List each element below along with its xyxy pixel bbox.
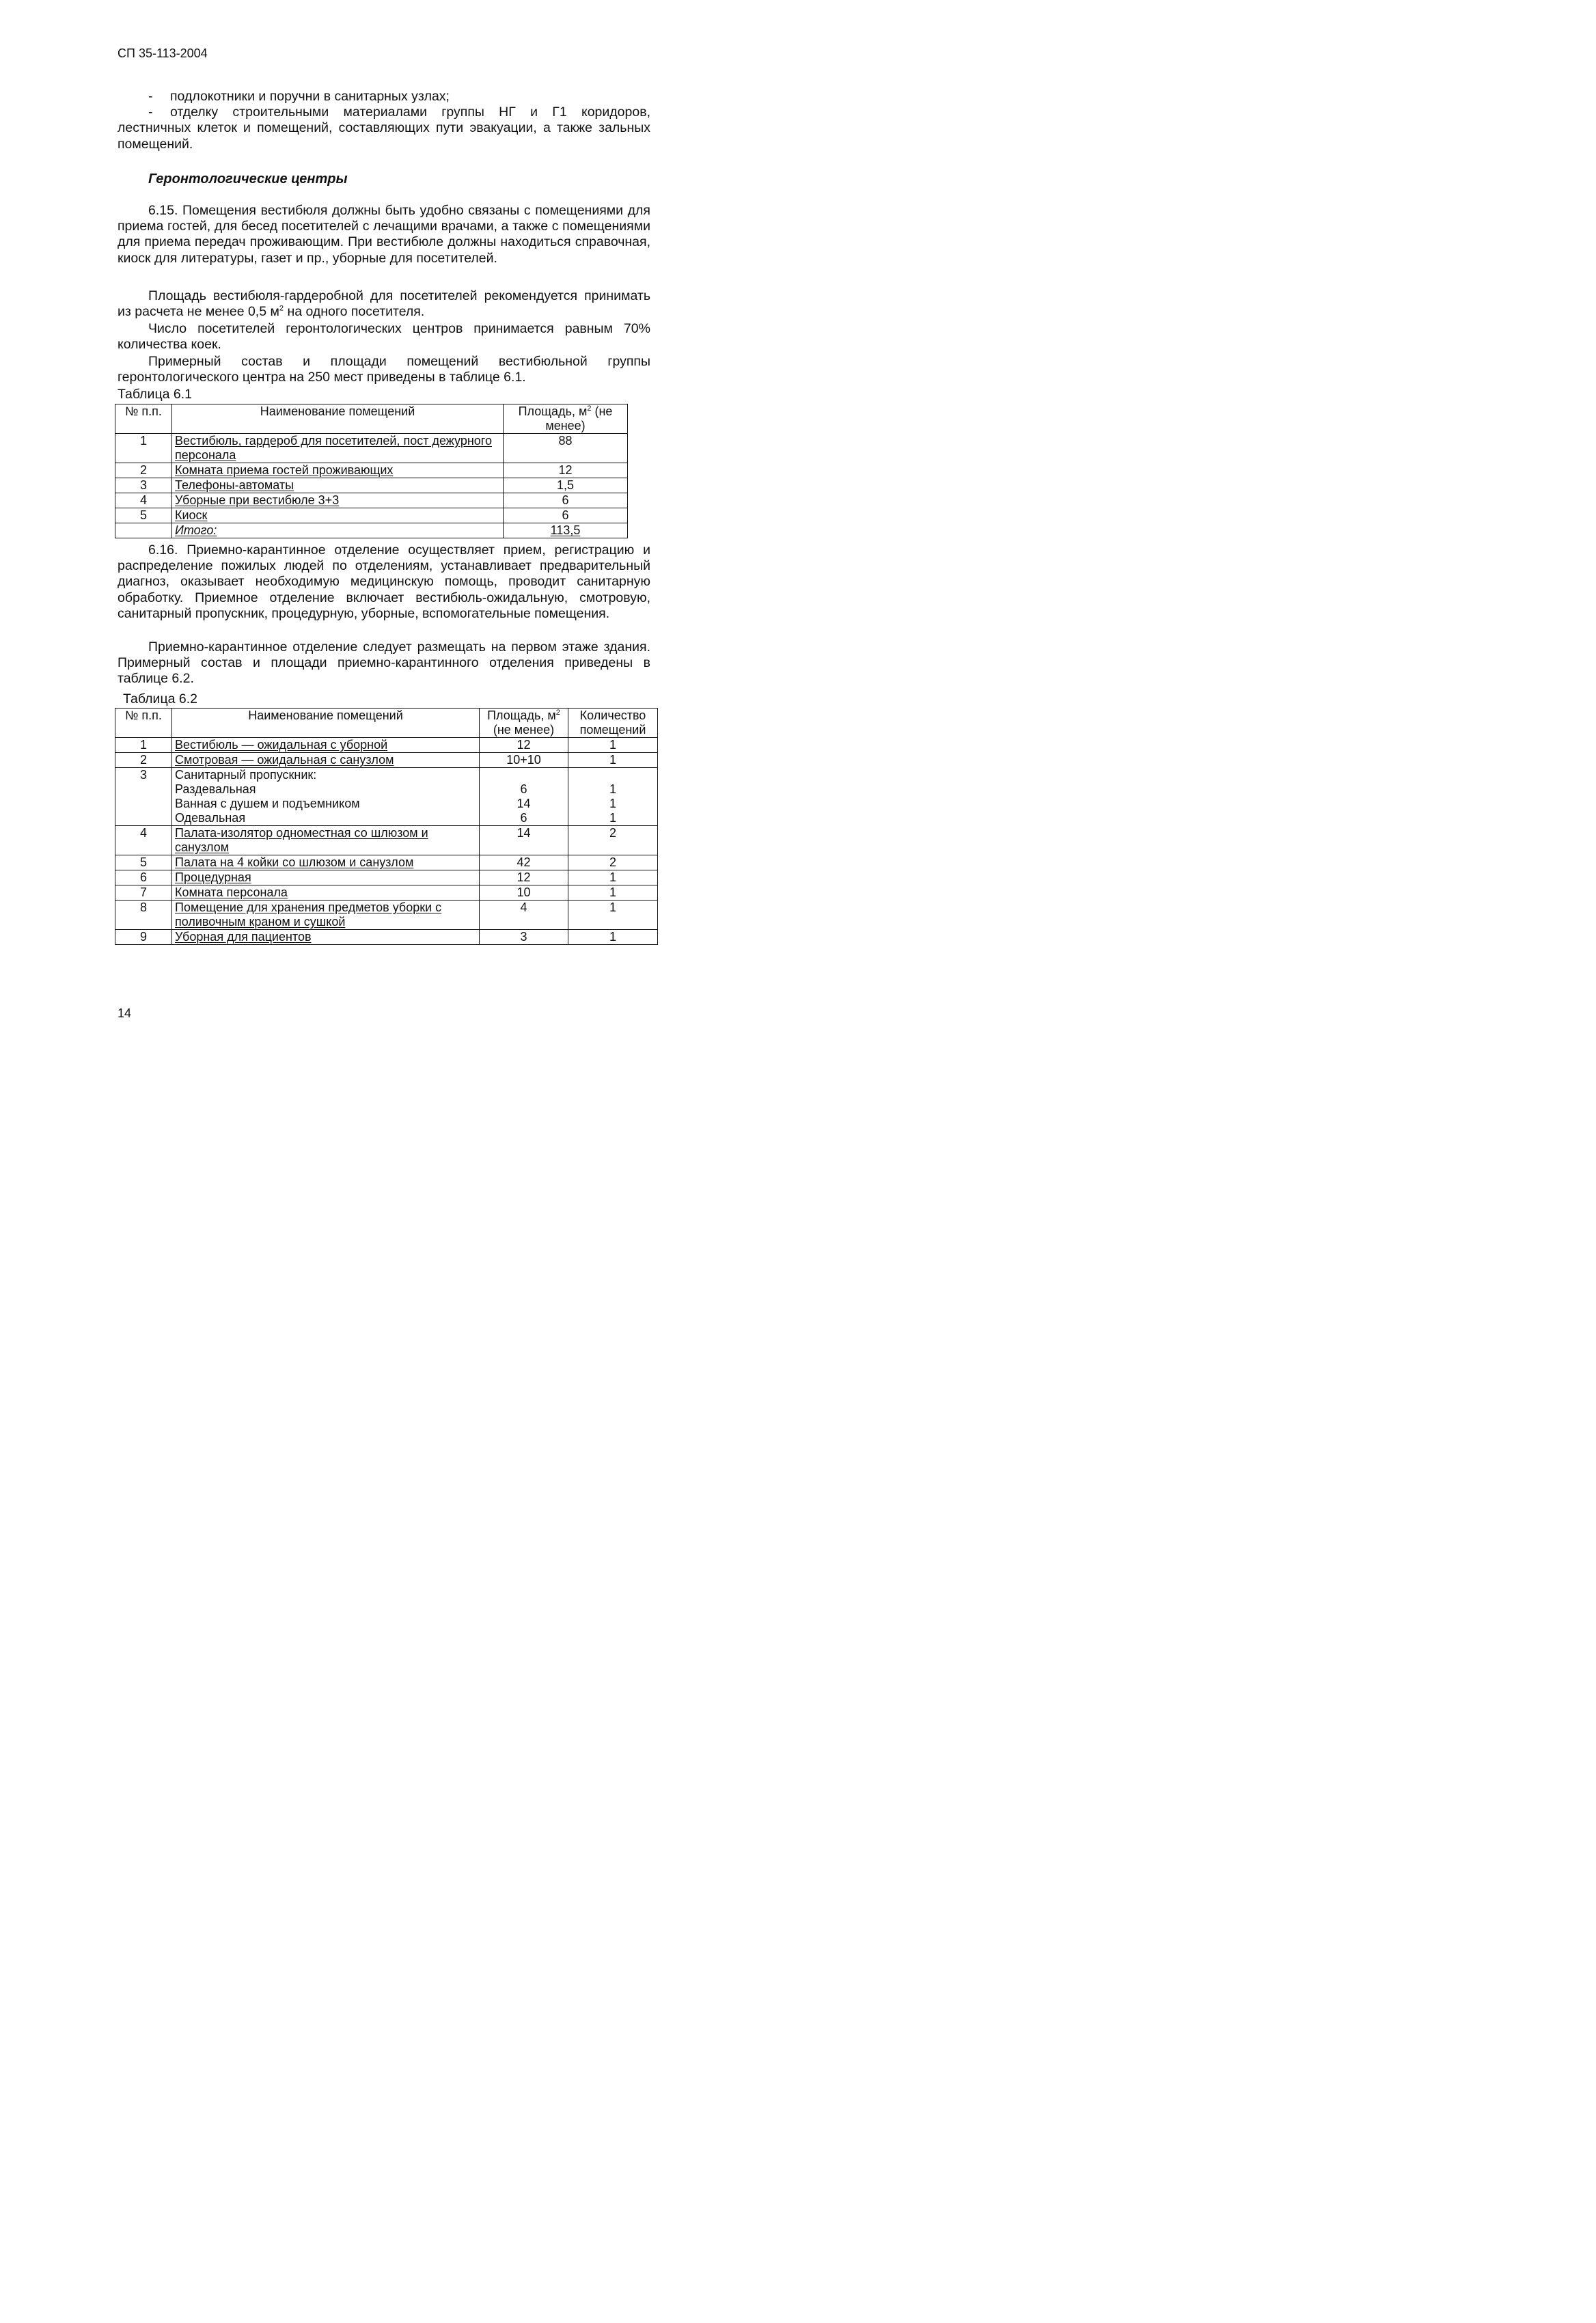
table-row [115, 738, 658, 753]
row-num: 7 [115, 885, 172, 901]
row-num: 8 [115, 901, 172, 930]
row-count: 1 [568, 901, 658, 930]
sub-item-name: Ванная с душем и подъемником [175, 797, 360, 810]
running-header: СП 35-113-2004 [118, 46, 208, 60]
list-item-text: подлокотники и поручни в санитарных узлах; [170, 89, 450, 104]
area-superscript: 2 [279, 304, 284, 313]
table-row [115, 885, 658, 901]
paragraph-6-15: 6.15. Помещения вестибюля должны быть удобно связаны с помещениями для приема гостей, для бесед посетителей с лечащими врачами, а также с помещениями для приема передач проживающим. При вестибюле должны находиться справочная, киоск для литературы, газет и пр., уборные для посетителей. [118, 203, 650, 266]
row-num: 9 [115, 930, 172, 945]
row-name: Палата на 4 койки со шлюзом и санузлом [172, 855, 480, 870]
sub-item-area: 6 [520, 782, 527, 796]
row-count: 1 [568, 930, 658, 945]
sub-item-count: 1 [609, 797, 616, 810]
paragraph-placement: Приемно-карантинное отделение следует размещать на первом этаже здания. Примерный состав и площади приемно-карантинного отделения приведены в таблице 6.2. [118, 640, 650, 687]
row-area-text [482, 768, 565, 782]
row-name: Палата-изолятор одноместная со шлюзом и санузлом [172, 826, 480, 855]
row-name: Уборные при вестибюле 3+3 [172, 493, 504, 508]
area-text-b: на одного посетителя. [284, 304, 425, 320]
header-count-text: Количество [579, 709, 646, 722]
row-area: 10 [480, 885, 568, 901]
table-row [115, 901, 658, 930]
row-area: 14 [480, 826, 568, 855]
sub-item-name: Одевальная [175, 811, 246, 825]
row-count-text [571, 768, 655, 782]
row-area: 6 [504, 493, 628, 508]
header-name: Наименование помещений [172, 404, 504, 434]
table-header-row [115, 404, 628, 434]
row-name: Киоск [172, 508, 504, 523]
row-num: 2 [115, 463, 172, 478]
table-row [115, 870, 658, 885]
sub-item-count: 1 [609, 782, 616, 796]
intro-list [118, 89, 650, 152]
row-area [480, 768, 568, 826]
table-6-1 [115, 404, 628, 538]
table-total-row [115, 523, 628, 538]
paragraph-area [118, 288, 650, 320]
row-num: 4 [115, 493, 172, 508]
table-caption: Таблица 6.1 [118, 387, 192, 402]
table-row [115, 493, 628, 508]
table-row [115, 463, 628, 478]
header-name: Наименование помещений [172, 709, 480, 738]
row-area: 12 [480, 870, 568, 885]
paragraph-composition: Примерный состав и площади помещений вестибюльной группы геронтологического центра на 250 мест приведены в таблице 6.1. [118, 354, 650, 385]
row-area: 88 [504, 434, 628, 463]
table-6-2 [115, 708, 658, 945]
paragraph-6-16: 6.16. Приемно-карантинное отделение осуществляет прием, регистрацию и распределение пожилых людей по отделениям, устанавливает предварительный диагноз, оказывает необходимую медицинскую помощь, проводит санитарную обработку. Приемное отделение включает вестибюль-ожидальную, смотровую, санитарный пропускник, процедурную, уборные, вспомогательные помещения. [118, 542, 650, 621]
row-num: 3 [115, 768, 172, 826]
row-num: 5 [115, 855, 172, 870]
header-area [480, 709, 568, 738]
table-caption: Таблица 6.2 [123, 691, 197, 706]
table-row [115, 855, 658, 870]
row-area: 12 [480, 738, 568, 753]
table-row [115, 768, 658, 826]
list-dash: - [148, 89, 153, 104]
row-name: Комната персонала [172, 885, 480, 901]
row-area: 4 [480, 901, 568, 930]
row-area: 3 [480, 930, 568, 945]
row-name: Вестибюль, гардероб для посетителей, пост дежурного персонала [172, 434, 504, 463]
header-count-text: помещений [579, 723, 646, 737]
table-row [115, 753, 658, 768]
row-num: 4 [115, 826, 172, 855]
sub-item-count: 1 [609, 811, 616, 825]
row-name: Вестибюль — ожидальная с уборной [172, 738, 480, 753]
row-count: 1 [568, 753, 658, 768]
row-name: Помещение для хранения предметов уборки с поливочным краном и сушкой [172, 901, 480, 930]
row-num: 6 [115, 870, 172, 885]
row-area: 42 [480, 855, 568, 870]
sub-item-name: Раздевальная [175, 782, 256, 796]
list-item-text: отделку строительными материалами группы НГ и Г1 коридоров, лестничных клеток и помещений, составляющих пути эвакуации, а также зальных помещений. [118, 105, 650, 152]
row-name: Телефоны-автоматы [172, 478, 504, 493]
header-area-text: (не менее) [545, 404, 613, 432]
area-text-a: Площадь вестибюля-гардеробной для посетителей рекомендуется принимать из расчета не менее 0,5 м [118, 288, 650, 320]
header-num: № п.п. [115, 404, 172, 434]
row-count: 1 [568, 885, 658, 901]
header-area-superscript: 2 [587, 404, 592, 413]
header-count [568, 709, 658, 738]
row-area: 6 [504, 508, 628, 523]
page-number: 14 [118, 1006, 132, 1020]
table-row [115, 434, 628, 463]
header-num: № п.п. [115, 709, 172, 738]
row-count: 1 [568, 870, 658, 885]
header-area [504, 404, 628, 434]
row-area: 10+10 [480, 753, 568, 768]
row-name: Комната приема гостей проживающих [172, 463, 504, 478]
header-area-text: Площадь, м [518, 404, 588, 418]
header-area-superscript: 2 [555, 709, 560, 717]
header-area-text: (не менее) [493, 723, 555, 737]
list-item [118, 89, 650, 105]
table-row [115, 478, 628, 493]
row-num: 5 [115, 508, 172, 523]
row-num: 1 [115, 434, 172, 463]
row-area: 1,5 [504, 478, 628, 493]
header-area-text: Площадь, м [487, 709, 556, 722]
row-num: 2 [115, 753, 172, 768]
row-num: 1 [115, 738, 172, 753]
list-dash: - [148, 105, 153, 120]
row-num: 3 [115, 478, 172, 493]
table-row [115, 508, 628, 523]
row-count: 1 [568, 738, 658, 753]
row-name: Смотровая — ожидальная с санузлом [172, 753, 480, 768]
row-name [172, 768, 480, 826]
list-item [118, 105, 650, 152]
table-row [115, 930, 658, 945]
total-label: Итого: [172, 523, 504, 538]
row-count [568, 768, 658, 826]
row-area: 12 [504, 463, 628, 478]
sub-item-area: 6 [520, 811, 527, 825]
sub-item-area: 14 [517, 797, 531, 810]
table-row [115, 826, 658, 855]
paragraph-visitors: Число посетителей геронтологических центров принимается равным 70% количества коек. [118, 321, 650, 353]
row-name: Уборная для пациентов [172, 930, 480, 945]
total-value: 113,5 [504, 523, 628, 538]
row-count: 2 [568, 855, 658, 870]
row-num [115, 523, 172, 538]
section-heading: Геронтологические центры [148, 171, 348, 187]
row-name-text: Санитарный пропускник: [175, 768, 317, 782]
table-header-row [115, 709, 658, 738]
row-name: Процедурная [172, 870, 480, 885]
row-count: 2 [568, 826, 658, 855]
